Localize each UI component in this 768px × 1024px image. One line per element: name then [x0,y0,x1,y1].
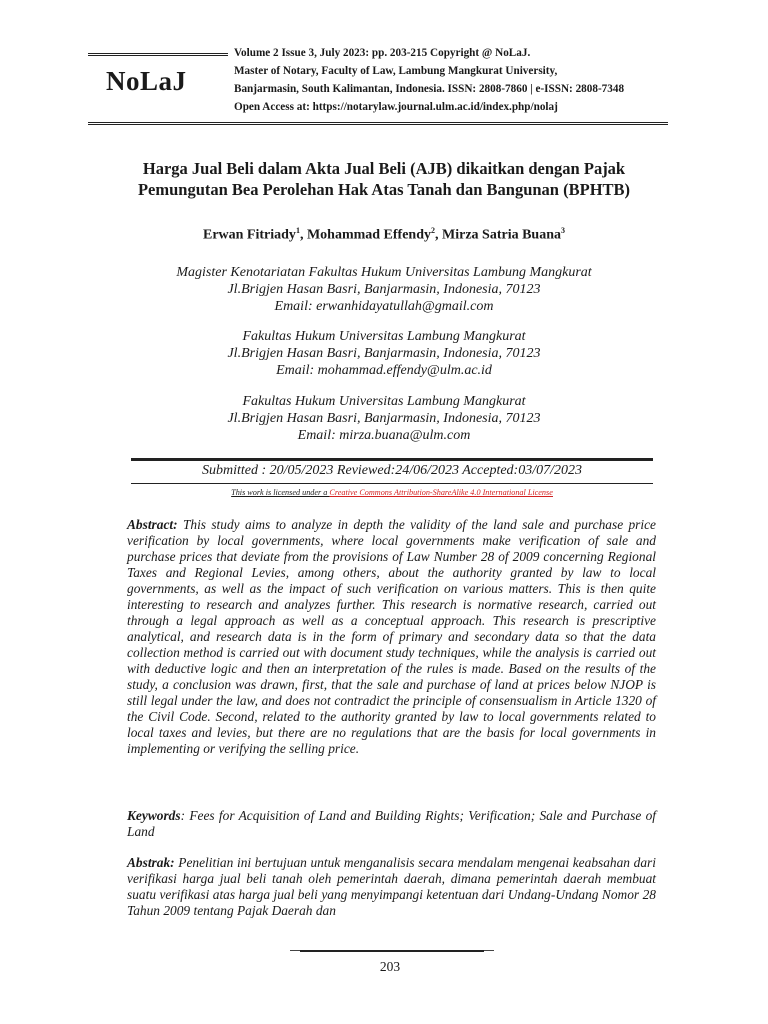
license-notice [131,488,653,497]
keywords-section [127,808,656,840]
affiliation-1 [100,264,668,315]
journal-logo: NoLaJ [106,66,187,96]
abstract-section [127,517,656,757]
affiliation-address: Jl.Brigjen Hasan Basri, Banjarmasin, Indonesia, 70123 [227,411,541,426]
keywords-text: : Fees for Acquisition of Land and Building Rights; Verification; Sale and Purchase of Land [127,808,656,839]
affiliation-institution: Fakultas Hukum Universitas Lambung Mangkurat [242,329,526,344]
keywords-label: Keywords [127,808,181,823]
author-1: Erwan Fitriady [202,227,296,243]
license-link[interactable]: Creative Commons Attribution-ShareAlike 4.0 International License [329,488,553,497]
journal-issn-line: Banjarmasin, South Kalimantan, Indonesia. ISSN: 2808-7860 | e-ISSN: 2808-7348 [234,83,625,95]
paper-title-line-1: Harga Jual Beli dalam Akta Jual Beli (AJB) dikaitkan dengan Pajak [142,159,626,178]
abstract-text: This study aims to analyze in depth the validity of the land sale and purchase price verification by local governments, where local governments make verification of sale and purchase prices that deviate from the provisions of Law Number 28 of 2009 concerning Regional Taxes and Regional Levies, among others, about the authority granted by law to local governments, as well as the impact of such verification on various matters. This is then quite interesting to research and analyzes further. This research is normative research, carried out through a legal approach as well as a conceptual approach. This research is prescriptive analytical, and research data is in the form of primary and secondary data so that the data collection method is carried out with document study techniques, while the analysis is carried out with deductive logic and then an interpretation of the rules is made. Based on the results of the study, a conclusion was drawn, first, that the sale and purchase of land at prices below NJOP is still legal under the law, and does not contradict the principle of consensualism in Article 1320 of the Civil Code. Second, related to the authority granted by law to local governments related to local taxes and levies, but there are no regulations that are the basis for local governments in implementing or verifying the selling price. [127,517,656,756]
affiliation-email[interactable]: Email: mirza.buana@ulm.com [297,428,471,443]
author-separator: , [299,227,307,243]
author-3: Mirza Satria Buana [442,227,561,243]
author-separator: , [435,227,442,243]
abstrak-label: Abstrak: [127,855,175,870]
abstrak-section [127,855,656,919]
submission-rule-top [131,458,653,461]
affiliation-email[interactable]: Email: mohammad.effendy@ulm.ac.id [276,363,492,378]
journal-info [234,44,714,116]
footer-rule-accent [300,950,484,952]
author-3-affil: 3 [561,226,565,235]
abstract-label: Abstract: [127,517,178,532]
submission-dates: Submitted : 20/05/2023 Reviewed:24/06/2023 Accepted:03/07/2023 [202,463,582,478]
journal-volume-line: Volume 2 Issue 3, July 2023: pp. 203-215 Copyright @ NoLaJ. [234,47,531,59]
affiliation-institution: Magister Kenotariatan Fakultas Hukum Universitas Lambung Mangkurat [176,265,592,280]
logo-rule-top [88,53,228,58]
header-rule [228,122,668,127]
affiliation-address: Jl.Brigjen Hasan Basri, Banjarmasin, Indonesia, 70123 [227,346,541,361]
journal-header [88,44,708,124]
affiliation-3 [100,393,668,444]
author-2: Mohammad Effendy [306,227,431,243]
journal-url-line[interactable]: Open Access at: https://notarylaw.journal.ulm.ac.id/index.php/nolaj [234,101,558,113]
paper-title-line-2: Pemungutan Bea Perolehan Hak Atas Tanah dan Bangunan (BPHTB) [137,180,631,199]
paper-title [80,158,688,200]
author-2-affil: 2 [431,226,435,235]
affiliation-email[interactable]: Email: erwanhidayatullah@gmail.com [274,299,494,314]
page-number: 203 [379,959,401,974]
affiliation-institution: Fakultas Hukum Universitas Lambung Mangkurat [242,394,526,409]
submission-rule-bottom [131,483,653,484]
logo-rule-bottom [88,122,228,127]
author-1-affil: 1 [295,226,300,235]
affiliation-2 [100,328,668,379]
author-list [80,226,688,244]
journal-publisher-line: Master of Notary, Faculty of Law, Lambung Mangkurat University, [234,65,558,77]
affiliation-address: Jl.Brigjen Hasan Basri, Banjarmasin, Indonesia, 70123 [227,282,541,297]
abstrak-text: Penelitian ini bertujuan untuk menganalisis secara mendalam mengenai keabsahan dari verifikasi harga jual beli tanah oleh pemerintah daerah, dimana pemerintah daerah membuat suatu verifikasi atas harga jual beli yang menyimpangi ketentuan dari Undang-Undang Nomor 28 Tahun 2009 tentang Pajak Daerah dan [127,855,656,918]
license-prefix: This work is licensed under a [231,488,330,497]
